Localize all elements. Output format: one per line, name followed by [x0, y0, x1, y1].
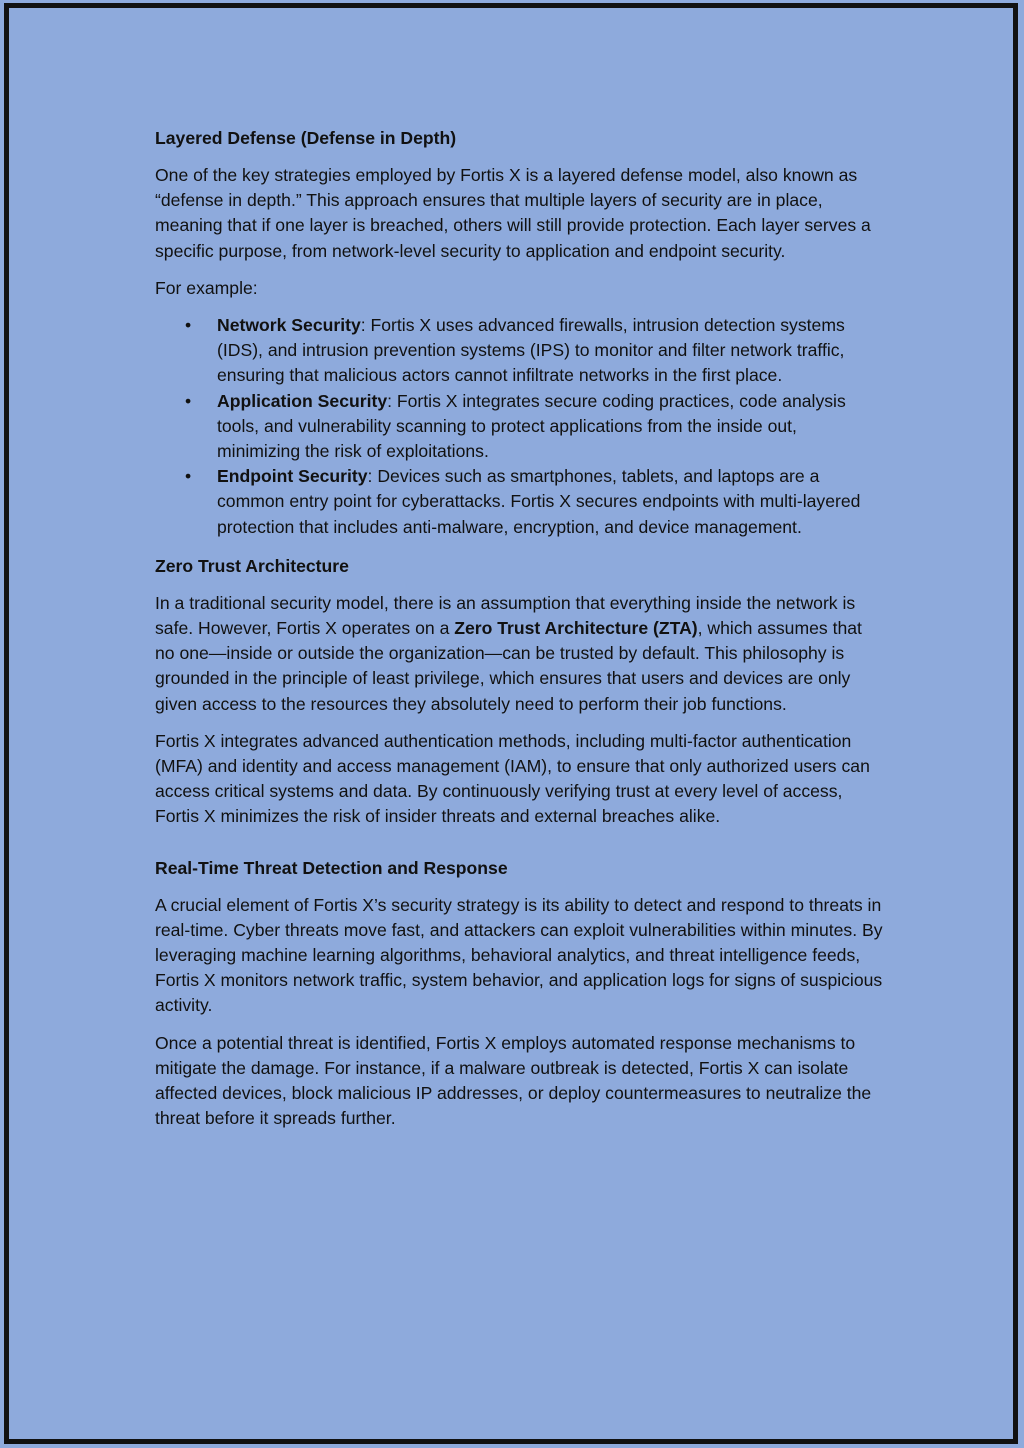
bullet-text: : Fortis X uses advanced firewalls, intrusion detection systems (IDS), and intrusion prevention systems (IPS) to monitor and filter network traffic, ensuring that malicious actors cannot infiltrate networks in the first place.: [217, 315, 845, 386]
paragraph: Fortis X integrates advanced authentication methods, including multi-factor authentication (MFA) and identity and access management (IAM), to ensure that only authorized users can access critical systems and data. By continuously verifying trust at every level of access, Fortis X minimizes the risk of insider threats and external breaches alike.: [155, 730, 870, 827]
bold-term: Zero Trust Architecture (ZTA): [454, 618, 698, 639]
paragraph: One of the key strategies employed by Fortis X is a layered defense model, also known as “defense in depth.” This approach ensures that multiple layers of security are in place, meaning that if one layer is breached, others will still provide protection. Each layer serves a specific purpose, from network-level security to application and endpoint security.: [155, 165, 871, 261]
paragraph: [155, 591, 883, 717]
paragraph: A crucial element of Fortis X’s security strategy is its ability to detect and respond to threats in real-time. Cyber threats move fast, and attackers can exploit vulnerabilities within minutes. By leveraging machine learning algorithms, behavioral analytics, and threat intelligence feeds, Fortis X monitors network traffic, system behavior, and application logs for signs of suspicious activity.: [155, 894, 883, 1016]
list-item: [217, 464, 883, 540]
bullet-term: Endpoint Security: [217, 466, 368, 487]
section-heading-layered-defense: Layered Defense (Defense in Depth): [155, 128, 457, 148]
document-page: [4, 3, 1018, 1444]
paragraph: Once a potential threat is identified, Fortis X employs automated response mechanisms to mitigate the damage. For instance, if a malware outbreak is detected, Fortis X can isolate affected devices, block malicious IP addresses, or deploy countermeasures to neutralize the threat before it spreads further.: [155, 1032, 872, 1129]
paragraph: For example:: [155, 277, 258, 298]
section-heading-zero-trust: Zero Trust Architecture: [155, 555, 349, 576]
bullet-term: Application Security: [217, 390, 388, 411]
bullet-list: [155, 313, 883, 540]
bullet-text: : Devices such as smartphones, tablets, and laptops are a common entry point for cyberattacks. Fortis X secures endpoints with multi-layered protection that includes anti-malware, encryption, and device management.: [217, 466, 861, 537]
bullet-term: Network Security: [217, 315, 361, 336]
section-heading-threat-detection: Real-Time Threat Detection and Response: [155, 857, 508, 878]
text-run: , which assumes that no one—inside or outside the organization—can be trusted by default. This philosophy is grounded in the principle of least privilege, which ensures that users and devices are only given access to the resources they absolutely need to perform their job functions.: [155, 618, 862, 714]
list-item: [217, 389, 883, 465]
list-item: [217, 313, 883, 389]
bullet-text: : Fortis X integrates secure coding practices, code analysis tools, and vulnerability scanning to protect applications from the inside out, minimizing the risk of exploitations.: [217, 390, 846, 462]
document-body: [155, 126, 883, 1144]
text-run: In a traditional security model, there is an assumption that everything inside the network is safe. However, Fortis X operates on a: [155, 592, 856, 639]
